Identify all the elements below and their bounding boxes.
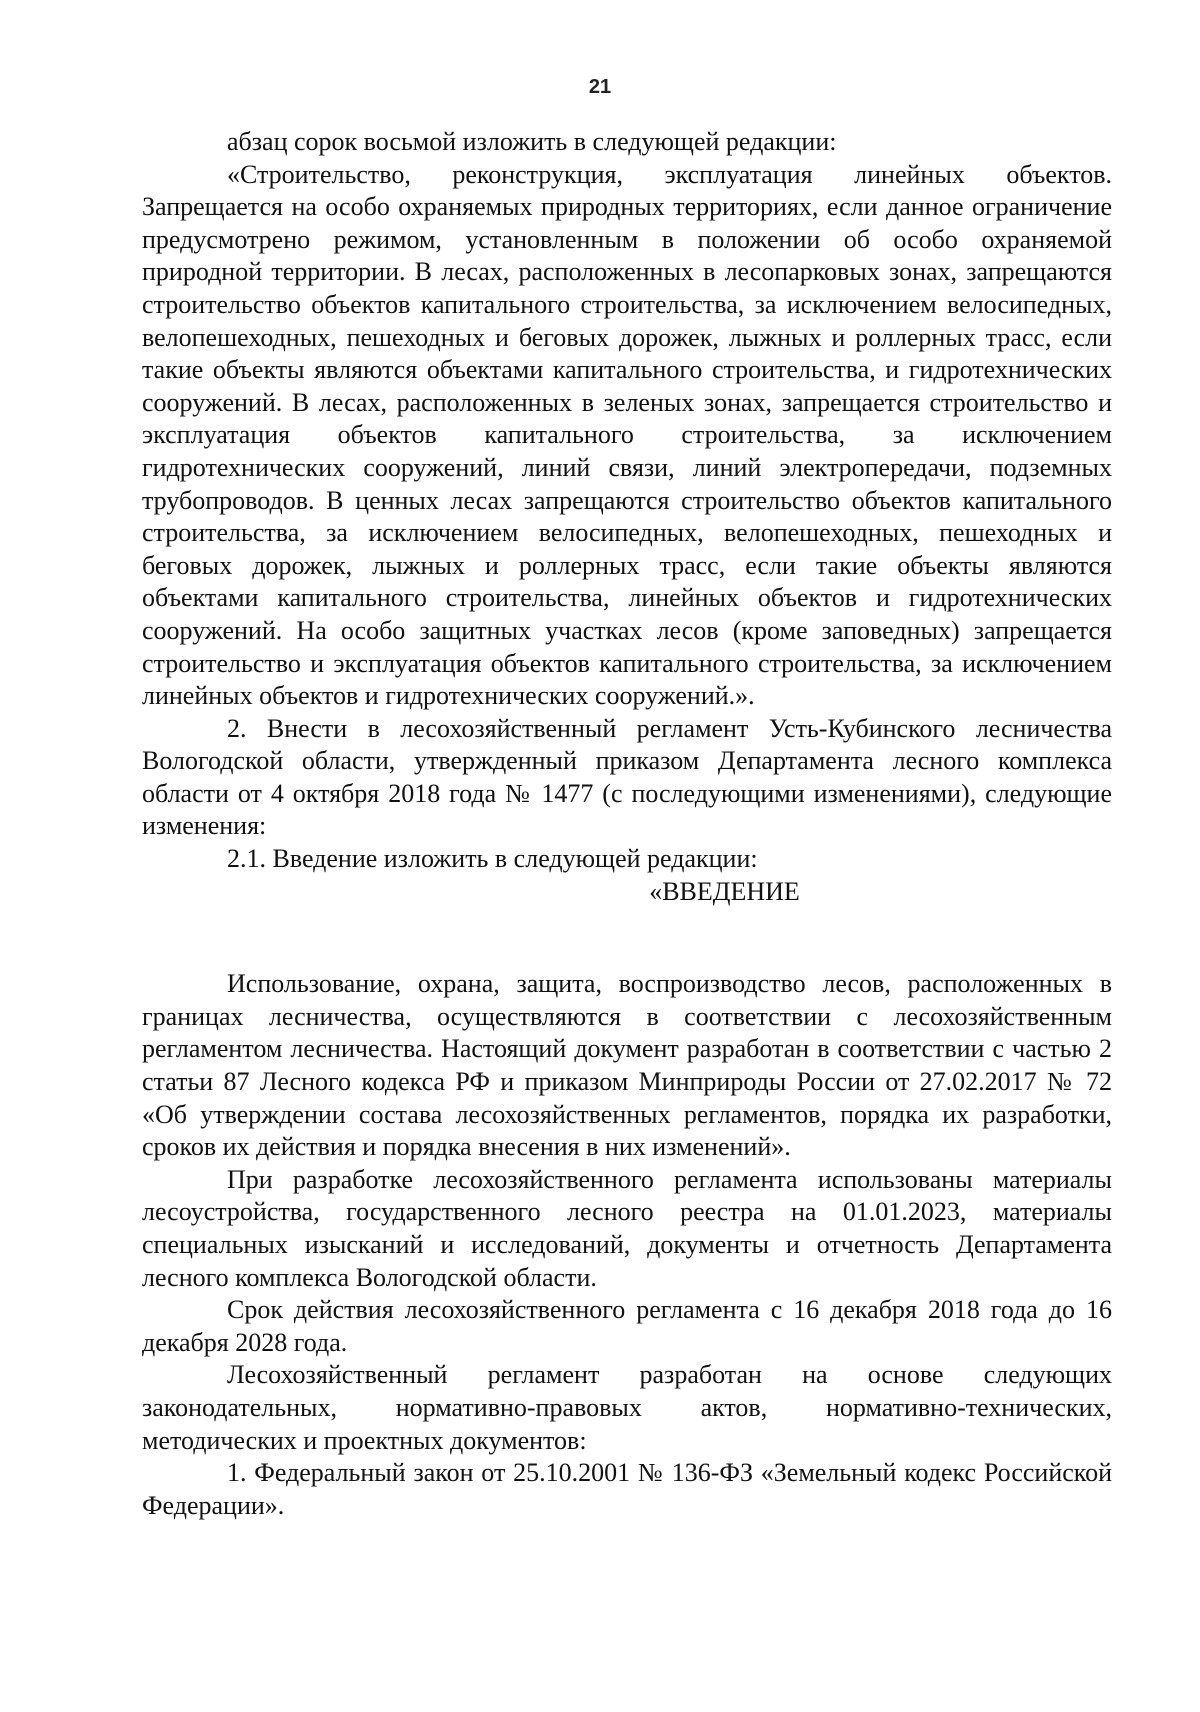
paragraph-item-2: 2. Внести в лесохозяйственный регламент Усть-Кубинского лесничества Вологодской области, утвержденный приказом Департамента лесного комплекса области от 4 октября 2018 года № 1477 (с последующими изменениями), следующие изменения: bbox=[142, 713, 1112, 841]
heading-spacer bbox=[142, 908, 1112, 968]
paragraph-quote-construction: «Строительство, реконструкция, эксплуатация линейных объектов. Запрещается на особо охраняемых природных территориях, если данное ограничение предусмотрено режимом, установленным в положении об особо охраняемой природной территории. В лесах, расположенных в лесопарковых зонах, запрещаются строительство объектов капитального строительства, за исключением велосипедных, велопешеходных, пешеходных и беговых дорожек, лыжных и роллерных трасс, если такие объекты являются объектами капитального строительства, и гидротехнических сооружений. В лесах, расположенных в зеленых зонах, запрещается строительство и эксплуатация объектов капитального строительства, за исключением гидротехнических сооружений, линий связи, линий электропередачи, подземных трубопроводов. В ценных лесах запрещаются строительство объектов капитального строительства, за исключением велосипедных, велопешеходных, пешеходных и беговых дорожек, лыжных и роллерных трасс, если такие объекты являются объектами капитального строительства, линейных объектов и гидротехнических сооружений. На особо защитных участках лесов (кроме заповедных) запрещается строительство и эксплуатация объектов капитального строительства, за исключением линейных объектов и гидротехнических сооружений.». bbox=[142, 159, 1112, 711]
document-body bbox=[142, 126, 1112, 1522]
page-number: 21 bbox=[588, 76, 612, 98]
paragraph-validity: Срок действия лесохозяйственного регламента с 16 декабря 2018 года до 16 декабря 2028 года. bbox=[142, 1295, 1112, 1357]
paragraph-materials: При разработке лесохозяйственного регламента использованы материалы лесоустройства, государственного лесного реестра на 01.01.2023, материалы специальных изысканий и исследований, документы и отчетность Департамента лесного комплекса Вологодской области. bbox=[142, 1164, 1112, 1292]
paragraph-intro: абзац сорок восьмой изложить в следующей редакции: bbox=[227, 127, 837, 156]
paragraph-usage: Использование, охрана, защита, воспроизводство лесов, расположенных в границах лесничества, осуществляются в соответствии с лесохозяйственным регламентом лесничества. Настоящий документ разработан в соответствии с частью 2 статьи 87 Лесного кодекса РФ и приказом Минприроды России от 27.02.2017 № 72 «Об утверждении состава лесохозяйственных регламентов, порядка их разработки, сроков их действия и порядка внесения в них изменений». bbox=[142, 969, 1112, 1162]
list-item-1: 1. Федеральный закон от 25.10.2001 № 136-ФЗ «Земельный кодекс Российской Федерации». bbox=[142, 1458, 1112, 1520]
paragraph-basis: Лесохозяйственный регламент разработан на основе следующих законодательных, нормативно-правовых актов, нормативно-технических, методических и проектных документов: bbox=[142, 1360, 1112, 1455]
paragraph-item-2-1: 2.1. Введение изложить в следующей редакции: bbox=[227, 844, 758, 874]
section-heading: «ВВЕДЕНИЕ bbox=[649, 876, 800, 906]
